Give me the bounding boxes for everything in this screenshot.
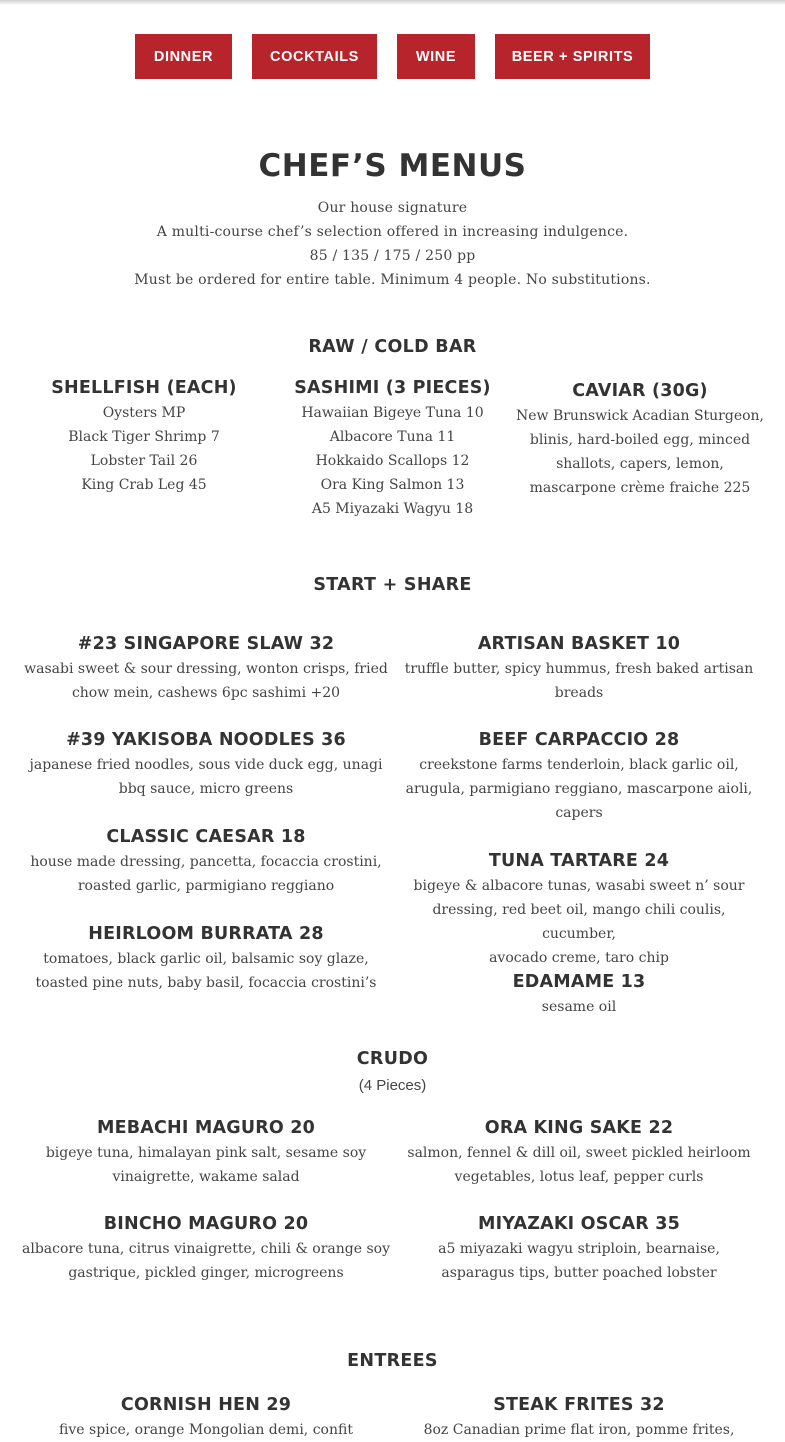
menu-item-beef-carpaccio [394, 727, 764, 825]
intro-line: Must be ordered for entire table. Minimum 4 people. No substitutions. [134, 272, 651, 288]
menu-line: Hawaiian Bigeye Tuna 10 [301, 405, 484, 421]
item-name: CLASSIC CAESAR 18 [106, 827, 306, 847]
item-desc: roasted garlic, parmigiano reggiano [77, 878, 335, 894]
item-name: MIYAZAKI OSCAR 35 [477, 1214, 681, 1234]
item-name: TUNA TARTARE 24 [488, 851, 670, 871]
menu-line: New Brunswick Acadian Sturgeon, [515, 408, 765, 424]
menu-line: A5 Miyazaki Wagyu 18 [311, 501, 474, 517]
menu-line: Lobster Tail 26 [90, 453, 198, 469]
section-title-start-share: START + SHARE [313, 575, 472, 595]
item-desc: tomatoes, black garlic oil, balsamic soy glaze, [43, 951, 369, 967]
menu-item-ora-king-sake [394, 1115, 764, 1189]
menu-item-edamame [394, 969, 764, 1019]
column-title: SHELLFISH (EACH) [51, 378, 237, 398]
item-desc: chow mein, cashews 6pc sashimi +20 [71, 685, 341, 701]
item-desc: capers [555, 805, 603, 821]
menu-item-yakisoba-noodles [22, 727, 390, 801]
menu-line: shallots, capers, lemon, [556, 456, 724, 472]
item-desc: five spice, orange Mongolian demi, confit [59, 1422, 353, 1438]
item-name: ARTISAN BASKET 10 [477, 634, 681, 654]
menu-line: Oysters MP [102, 405, 186, 421]
section-subtitle-crudo: (4 Pieces) [358, 1077, 427, 1094]
intro-line: Our house signature [317, 200, 468, 216]
menu-item-artisan-basket [394, 631, 764, 705]
menu-item-bincho-maguro [22, 1211, 390, 1285]
item-desc: gastrique, pickled ginger, microgreens [68, 1265, 344, 1281]
item-desc: asparagus tips, butter poached lobster [441, 1265, 717, 1281]
column-title: CAVIAR (30G) [572, 381, 708, 401]
item-desc: bigeye tuna, himalayan pink salt, sesame soy [45, 1145, 367, 1161]
tab-wine[interactable]: WINE [397, 34, 475, 79]
intro-line: A multi-course chef’s selection offered in increasing indulgence. [156, 224, 629, 240]
item-desc: albacore tuna, citrus vinaigrette, chili & orange soy [22, 1241, 390, 1257]
menu-line: Ora King Salmon 13 [320, 477, 465, 493]
item-desc: creekstone farms tenderloin, black garlic oil, [419, 757, 739, 773]
menu-item-cornish-hen [22, 1392, 390, 1442]
menu-item-steak-frites [394, 1392, 764, 1442]
menu-item-singapore-slaw [22, 631, 390, 705]
tab-cocktails[interactable]: COCKTAILS [252, 34, 377, 79]
menu-line: Hokkaido Scallops 12 [315, 453, 470, 469]
item-name: EDAMAME 13 [512, 972, 646, 992]
raw-bar-caviar [515, 378, 765, 500]
item-name: HEIRLOOM BURRATA 28 [88, 924, 324, 944]
menu-line: King Crab Leg 45 [81, 477, 207, 493]
raw-bar-shellfish [22, 375, 266, 497]
section-title-entrees: ENTREES [347, 1351, 438, 1371]
tab-beer-spirits[interactable]: BEER + SPIRITS [495, 34, 650, 79]
item-desc: avocado creme, taro chip [489, 950, 669, 966]
item-desc: dressing, red beet oil, mango chili coulis, cucumber, [432, 902, 726, 942]
item-desc: 8oz Canadian prime flat iron, pomme frites, [423, 1422, 735, 1438]
tab-dinner[interactable]: DINNER [135, 34, 232, 79]
item-desc: sesame oil [541, 999, 617, 1015]
column-title: SASHIMI (3 PIECES) [294, 378, 491, 398]
menu-line: Black Tiger Shrimp 7 [68, 429, 220, 445]
item-desc: house made dressing, pancetta, focaccia crostini, [30, 854, 382, 870]
header-shadow [0, 0, 785, 5]
item-desc: toasted pine nuts, baby basil, focaccia crostini’s [35, 975, 377, 991]
item-desc: breads [554, 685, 604, 701]
menu-item-tuna-tartare [394, 848, 764, 970]
item-name: #39 YAKISOBA NOODLES 36 [66, 730, 346, 750]
item-desc: vegetables, lotus leaf, pepper curls [454, 1169, 704, 1185]
item-name: MEBACHI MAGURO 20 [96, 1118, 316, 1138]
menu-line: blinis, hard-boiled egg, minced [529, 432, 751, 448]
item-name: CORNISH HEN 29 [120, 1395, 292, 1415]
item-desc: bbq sauce, micro greens [118, 781, 294, 797]
item-name: BEEF CARPACCIO 28 [478, 730, 680, 750]
item-name: ORA KING SAKE 22 [484, 1118, 674, 1138]
menu-tabs [0, 34, 785, 79]
item-desc: bigeye & albacore tunas, wasabi sweet n’ sour [413, 878, 745, 894]
menu-line: mascarpone crème fraiche 225 [529, 480, 751, 496]
item-desc: wasabi sweet & sour dressing, wonton crisps, fried [24, 661, 388, 677]
menu-line: Albacore Tuna 11 [329, 429, 456, 445]
item-desc: arugula, parmigiano reggiano, mascarpone aioli, [405, 781, 753, 797]
menu-item-heirloom-burrata [22, 921, 390, 995]
raw-bar-sashimi [272, 375, 513, 521]
item-desc: japanese fried noodles, sous vide duck egg, unagi [29, 757, 383, 773]
item-name: STEAK FRITES 32 [493, 1395, 665, 1415]
chefs-menus-title: CHEF’S MENUS [258, 148, 527, 184]
section-title-raw-bar: RAW / COLD BAR [308, 337, 477, 357]
item-desc: vinaigrette, wakame salad [112, 1169, 300, 1185]
chefs-menus-intro [0, 196, 785, 292]
section-title-crudo: CRUDO [356, 1049, 429, 1069]
menu-item-classic-caesar [22, 824, 390, 898]
item-name: BINCHO MAGURO 20 [103, 1214, 309, 1234]
item-name: #23 SINGAPORE SLAW 32 [77, 634, 335, 654]
menu-item-miyazaki-oscar [394, 1211, 764, 1285]
item-desc: a5 miyazaki wagyu striploin, bearnaise, [438, 1241, 720, 1257]
item-desc: truffle butter, spicy hummus, fresh baked artisan [404, 661, 754, 677]
intro-line: 85 / 135 / 175 / 250 pp [309, 248, 476, 264]
menu-item-mebachi-maguro [22, 1115, 390, 1189]
item-desc: salmon, fennel & dill oil, sweet pickled heirloom [407, 1145, 751, 1161]
